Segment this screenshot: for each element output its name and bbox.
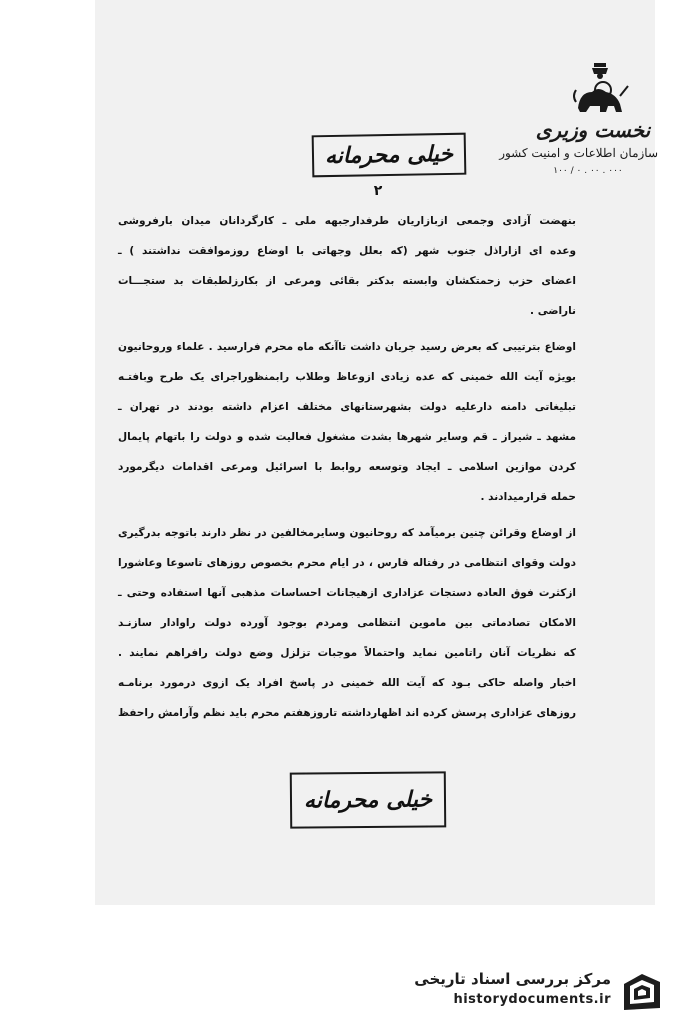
text-line: بنهضت آزادی وجمعی ازبازاریان طرفدارجبهه ملی ـ کارگردانان میدان بارفروشی bbox=[118, 215, 576, 227]
text-line: دولت وقوای انتظامی در رفتاله فارس ، در ایام محرم بخصوص روزهای تاسوعا وعاشورا bbox=[118, 557, 576, 569]
text-line: بویژه آیت الله خمینی که عده زیادی ازوعاظ وطلاب رابمنظوراجرای یک طرح وبافتـه bbox=[118, 371, 576, 383]
text-line: اخبار واصله حاکی بـود که آیت الله خمینی در پاسخ افراد یک ازوی درمورد برنامـه bbox=[118, 677, 576, 689]
text-line: روزهای عزاداری پرسش کرده اند اظهارداشته تاروزهفتم محرم باید نظم وآرامش راحفظ bbox=[118, 707, 576, 719]
text-line: وعده ای ازاراذل جنوب شهر (که بعلل وجهاتی با اوضاع روزموافقت نداشتند ) ـ bbox=[118, 245, 576, 257]
site-footer bbox=[414, 968, 611, 1010]
classification-stamp-top: خیلی محرمانه bbox=[312, 133, 467, 178]
text-line: از اوضاع وقرائن چنین برمیآمد که روحانیون وسایرمخالفین در نظر دارند باتوجه بدرگیری bbox=[118, 527, 576, 539]
text-line: که نظریات آنان راتامین نماید واحتمالاً موجبات تزلزل وضع دولت رافراهم نمایند . bbox=[118, 647, 576, 659]
text-line: تبلیغاتی دامنه دارعليه دولت بشهرستانهای مختلف اعزام داشته بودند در تهران ـ bbox=[118, 401, 576, 413]
text-line: ازکثرت فوق العاده دستجات عزاداری ازهیجانات احساسات مذهبی آنها استفاده وحتی ـ bbox=[118, 587, 576, 599]
text-line: اعضای حزب زحمتکشان وابسته بدکتر بقائی ومرعی از بکارزلطبقات بد ستجـــات bbox=[118, 275, 576, 287]
documents-logo-icon bbox=[620, 970, 666, 1014]
footer-title: مرکز بررسی اسناد تاریخی bbox=[414, 970, 611, 988]
footer-url[interactable]: historydocuments.ir bbox=[453, 992, 611, 1007]
text-line: الامکان تصادماتی بین ماموین انتظامی ومردم بوجود آورده دولت راوادار سازنـد bbox=[118, 617, 576, 629]
letterhead-subtitle: سازمان اطلاعات و امنیت کشور bbox=[499, 146, 658, 160]
text-line: اوضاع بترتیبی که بعرض رسید جریان داشت تاآنکه ماه محرم فرارسید . علماء وروحانیون bbox=[118, 341, 576, 353]
text-line: مشهد ـ شیراز ـ قم وسایر شهرها بشدت مشغول فعالیت شده و دولت را باتهام پایمال bbox=[118, 431, 576, 443]
classification-stamp-bottom: خیلی محرمانه bbox=[290, 771, 446, 828]
text-line: کردن موازین اسلامی ـ ایجاد وتوسعه روابط با اسرائیل ومرعی اقدامات دیگرمورد bbox=[118, 461, 576, 473]
text-line: ناراضی . bbox=[530, 305, 576, 317]
letterhead-reference: ۰۰۰ . ۰۰ . ۰ / ۱۰۰ bbox=[553, 166, 623, 176]
letterhead bbox=[499, 62, 658, 182]
document-body bbox=[118, 206, 576, 728]
lion-and-sun-emblem-icon bbox=[570, 62, 630, 120]
letterhead-title: نخست وزیری bbox=[535, 118, 651, 142]
page-number: ۲ bbox=[373, 183, 383, 199]
text-line: حمله قرارمیدادند . bbox=[480, 491, 576, 503]
